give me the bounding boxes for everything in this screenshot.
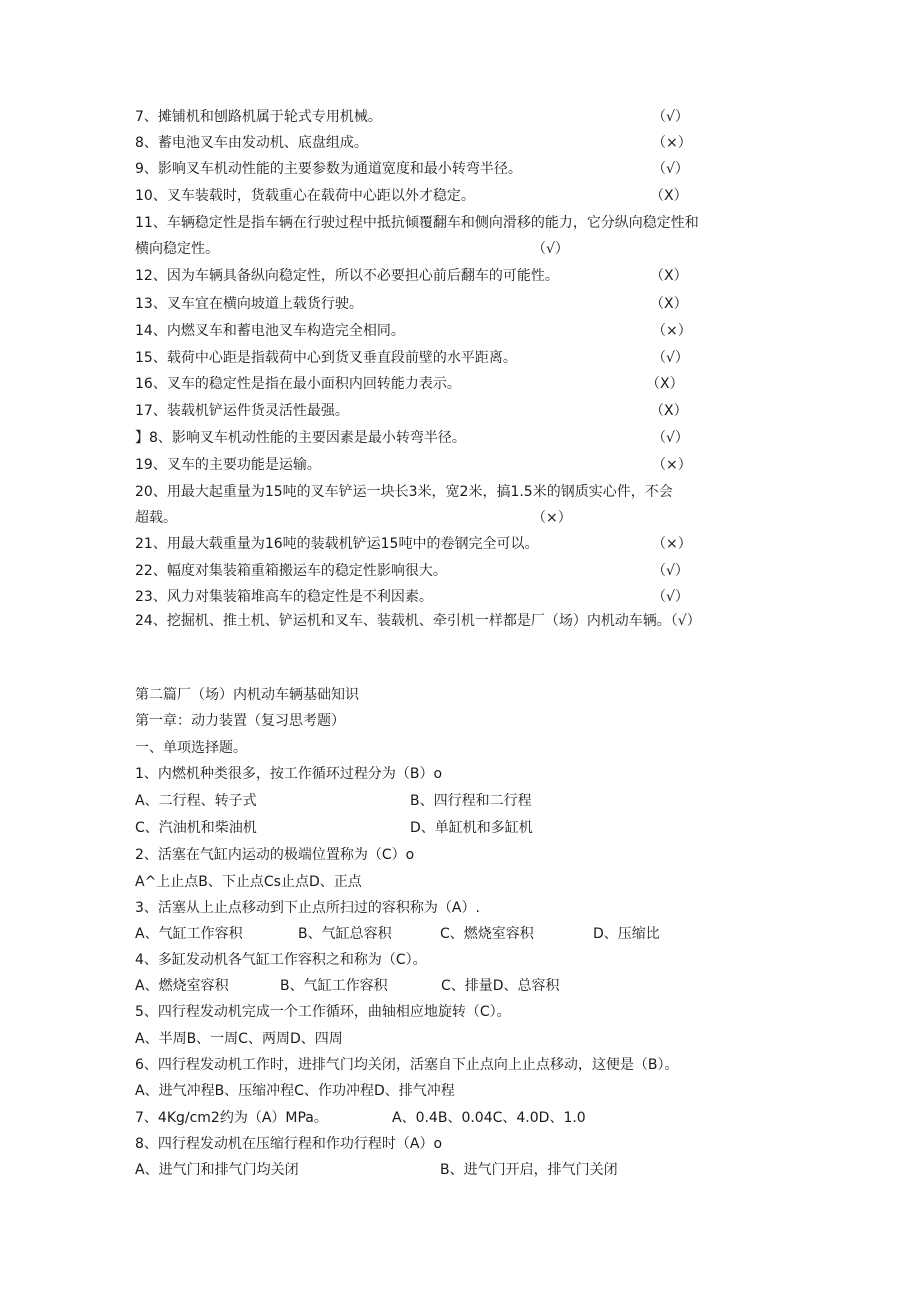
judgment-item-16: 16、叉车的稳定性是指在最小面积内回转能力表示。 xyxy=(135,376,461,392)
judgment-item-12: 12、因为车辆具备纵向稳定性，所以不必要担心前后翻车的可能性。 xyxy=(135,268,559,284)
judgment-item-18: 】8、影响叉车机动性能的主要因素是最小转弯半径。 xyxy=(135,430,466,446)
option-b: B、气缸总容积 xyxy=(298,926,392,942)
judgment-answer: （X） xyxy=(650,188,688,204)
judgment-answer: （√） xyxy=(652,563,689,579)
judgment-answer: （√） xyxy=(652,161,689,177)
judgment-item-13: 13、叉车宜在横向坡道上载货行驶。 xyxy=(135,296,363,312)
judgment-answer: （√） xyxy=(652,350,689,366)
judgment-answer: （×） xyxy=(652,135,692,151)
option-b: B、进气门开启，排气门关闭 xyxy=(440,1162,618,1178)
judgment-item-23: 23、风力对集装箱堆高车的稳定性是不利因素。 xyxy=(135,589,433,605)
option-d: D、单缸机和多缸机 xyxy=(410,820,533,836)
judgment-item-7: 7、摊铺机和刨路机属于轮式专用机械。 xyxy=(135,109,382,125)
option-b: B、气缸工作容积 xyxy=(280,978,388,994)
judgment-item-14: 14、内燃叉车和蓄电池叉车构造完全相同。 xyxy=(135,323,405,339)
question-stem-6: 6、四行程发动机工作时，进排气门均关闭，活塞自下止点向上止点移动，这便是（B）。 xyxy=(135,1057,679,1073)
judgment-item-21: 21、用最大载重量为16吨的装载机铲运15吨中的卷钢完全可以。 xyxy=(135,536,539,552)
judgment-answer: （√） xyxy=(532,241,569,257)
question-stem-4: 4、多缸发动机各气缸工作容积之和称为（C）。 xyxy=(135,952,427,968)
judgment-answer: （√） xyxy=(652,589,689,605)
question-stem-3: 3、活塞从上止点移动到下止点所扫过的容积称为（A）. xyxy=(135,900,480,916)
judgment-item-11: 11、车辆稳定性是指车辆在行驶过程中抵抗倾覆翻车和侧向滑移的能力，它分纵向稳定性和 xyxy=(135,215,699,231)
judgment-item-24: 24、挖掘机、推土机、铲运机和叉车、装载机、牵引机一样都是厂（场）内机动车辆。（√） xyxy=(135,613,701,629)
judgment-answer: （X） xyxy=(650,403,688,419)
judgment-answer: （×） xyxy=(652,457,692,473)
judgment-answer: （×） xyxy=(532,510,572,526)
question-stem-2: 2、活塞在气缸内运动的极端位置称为（C）o xyxy=(135,847,415,863)
option-c: C、排量D、总容积 xyxy=(441,978,560,994)
judgment-answer: （×） xyxy=(652,323,692,339)
judgment-answer: （√） xyxy=(652,430,689,446)
judgment-answer: （X） xyxy=(650,268,688,284)
judgment-item-20-cont: 超载。 xyxy=(135,510,177,526)
judgment-item-9: 9、影响叉车机动性能的主要参数为通道宽度和最小转弯半径。 xyxy=(135,161,522,177)
question-stem-1: 1、内燃机种类很多，按工作循环过程分为（B）o xyxy=(135,766,443,782)
option-c: C、汽油机和柴油机 xyxy=(135,820,257,836)
judgment-answer: （√） xyxy=(652,109,689,125)
judgment-item-15: 15、载荷中心距是指载荷中心到货叉垂直段前壁的水平距离。 xyxy=(135,350,517,366)
question-options-2: A^上止点B、下止点Cs止点D、正点 xyxy=(135,874,362,890)
judgment-item-10: 10、叉车装载时，货载重心在载荷中心距以外才稳定。 xyxy=(135,188,475,204)
part-title: 第二篇厂（场）内机动车辆基础知识 xyxy=(135,687,359,703)
question-stem-7: 7、4Kg∕cm2约为（A）MPa。 xyxy=(135,1110,328,1126)
option-a: A、进气门和排气门均关闭 xyxy=(135,1162,299,1178)
option-d: D、压缩比 xyxy=(593,926,660,942)
question-options-6: A、进气冲程B、压缩冲程C、作功冲程D、排气冲程 xyxy=(135,1083,455,1099)
question-stem-5: 5、四行程发动机完成一个工作循环，曲轴相应地旋转（C）。 xyxy=(135,1004,511,1020)
question-options-5: A、半周B、一周C、两周D、四周 xyxy=(135,1031,343,1047)
chapter-title: 第一章：动力装置（复习思考题） xyxy=(135,713,345,729)
question-stem-8: 8、四行程发动机在压缩行程和作功行程时（A）o xyxy=(135,1136,443,1152)
judgment-item-22: 22、幅度对集装箱重箱搬运车的稳定性影响很大。 xyxy=(135,563,447,579)
question-options-7: A、0.4B、0.04C、4.0D、1.0 xyxy=(392,1110,586,1126)
judgment-item-11-cont: 横向稳定性。 xyxy=(135,241,219,257)
option-a: A、二行程、转子式 xyxy=(135,793,257,809)
option-b: B、四行程和二行程 xyxy=(410,793,532,809)
option-c: C、燃烧室容积 xyxy=(440,926,534,942)
judgment-item-19: 19、叉车的主要功能是运输。 xyxy=(135,457,321,473)
judgment-answer: （X） xyxy=(650,296,688,312)
judgment-item-17: 17、装载机铲运件货灵活性最强。 xyxy=(135,403,349,419)
judgment-item-8: 8、蓄电池叉车由发动机、底盘组成。 xyxy=(135,135,368,151)
judgment-item-20: 20、用最大起重量为15吨的叉车铲运一块长3米，宽2米，搞1.5米的钢质实心件，不会 xyxy=(135,484,673,500)
judgment-answer: （×） xyxy=(652,536,692,552)
judgment-answer: （X） xyxy=(646,376,684,392)
option-a: A、气缸工作容积 xyxy=(135,926,243,942)
option-a: A、燃烧室容积 xyxy=(135,978,229,994)
subsection-title: 一、单项选择题。 xyxy=(135,740,247,756)
